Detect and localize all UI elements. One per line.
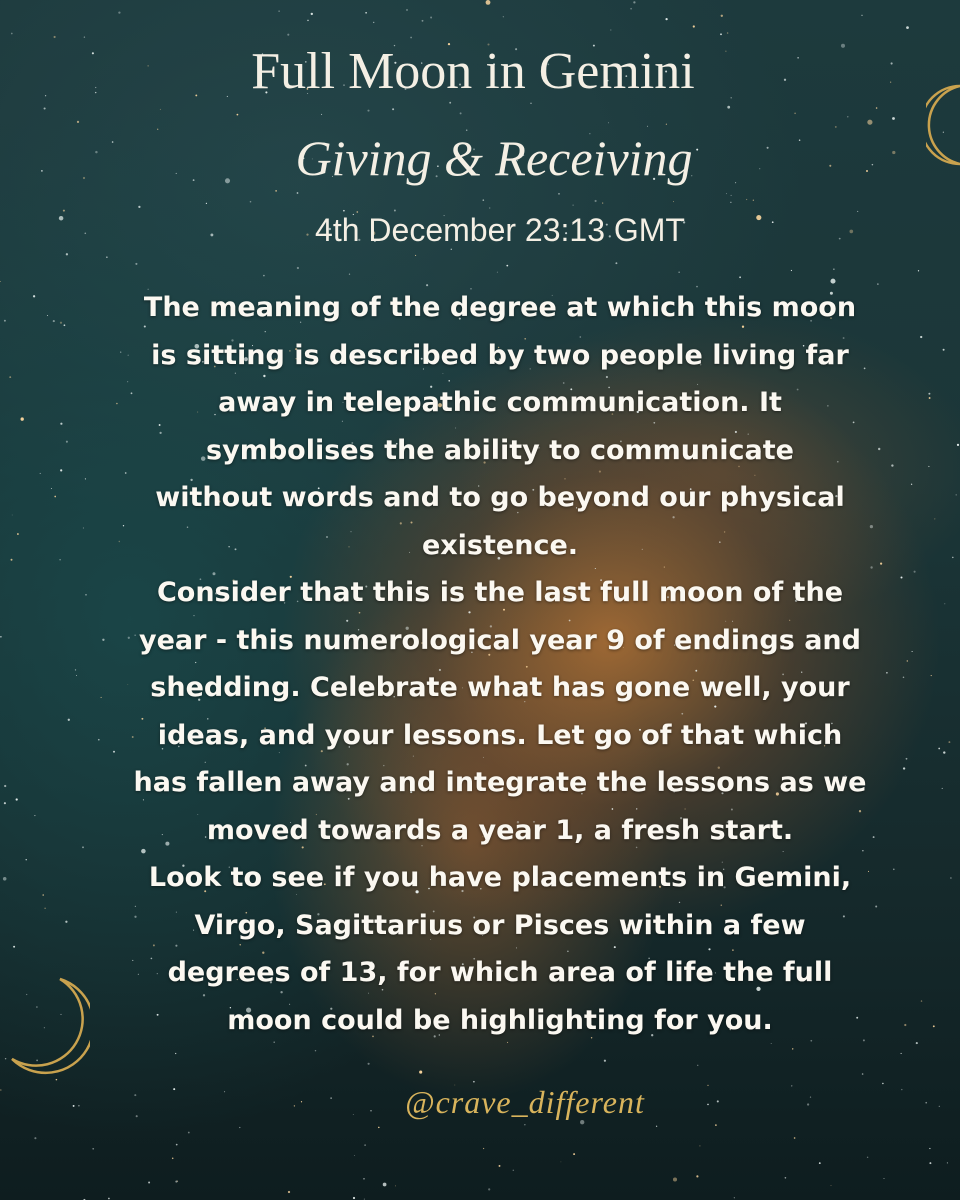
- star: [47, 315, 48, 316]
- star: [82, 846, 84, 848]
- star: [239, 1127, 240, 1128]
- star: [0, 1089, 2, 1091]
- star: [862, 1073, 864, 1075]
- star: [630, 8, 632, 10]
- star: [956, 494, 957, 495]
- star: [76, 675, 77, 676]
- star: [604, 1060, 606, 1062]
- star: [696, 1175, 698, 1177]
- star: [608, 122, 609, 123]
- star: [42, 894, 44, 896]
- star: [483, 1148, 484, 1149]
- star: [419, 1071, 422, 1074]
- body-line: has fallen away and integrate the lessons as we: [133, 767, 867, 798]
- star: [373, 22, 374, 23]
- star: [65, 921, 67, 923]
- star: [11, 559, 13, 561]
- star: [68, 719, 70, 721]
- star: [506, 265, 508, 267]
- star: [60, 469, 62, 471]
- star: [64, 324, 66, 326]
- star: [13, 946, 15, 948]
- crescent-moon-icon-left: [0, 975, 90, 1075]
- star: [920, 336, 922, 338]
- star: [615, 262, 617, 264]
- star: [727, 106, 730, 109]
- star: [884, 1178, 885, 1179]
- star: [595, 200, 597, 202]
- star: [513, 1170, 514, 1171]
- star: [918, 270, 919, 271]
- star: [77, 121, 79, 123]
- star: [679, 272, 680, 273]
- star: [830, 279, 835, 284]
- star: [739, 276, 741, 278]
- star: [9, 376, 11, 378]
- star: [365, 12, 367, 14]
- star: [108, 1198, 110, 1200]
- star: [929, 1148, 930, 1149]
- star: [118, 11, 120, 13]
- star: [503, 16, 504, 17]
- star: [876, 107, 878, 109]
- body-line: away in telepathic communication. It: [218, 387, 782, 418]
- star: [727, 32, 729, 34]
- star: [430, 17, 432, 19]
- star: [33, 295, 35, 297]
- star: [278, 10, 279, 11]
- star: [950, 877, 952, 879]
- star: [92, 1148, 94, 1150]
- star: [715, 1124, 717, 1126]
- star: [297, 192, 299, 194]
- star: [66, 441, 68, 443]
- star: [673, 1177, 677, 1181]
- star: [75, 669, 76, 670]
- star: [524, 1124, 525, 1125]
- star: [901, 1053, 902, 1054]
- star: [486, 0, 491, 5]
- star: [699, 1145, 700, 1146]
- author-handle: @crave_different: [405, 1084, 645, 1120]
- star: [415, 255, 416, 256]
- star: [928, 466, 929, 467]
- star: [929, 397, 931, 399]
- star: [944, 603, 945, 604]
- star: [40, 473, 41, 474]
- star: [833, 269, 834, 270]
- star: [364, 1144, 366, 1146]
- star: [572, 204, 573, 205]
- star: [16, 798, 18, 800]
- star: [106, 257, 107, 258]
- star: [0, 281, 1, 282]
- star: [395, 1185, 396, 1186]
- star: [734, 1197, 735, 1198]
- star: [367, 110, 369, 112]
- star: [906, 26, 909, 29]
- body-line: symbolises the ability to communicate: [206, 434, 794, 466]
- star: [410, 37, 412, 39]
- star: [21, 417, 24, 420]
- body-line: Look to see if you have placements in Gemini,: [148, 862, 852, 893]
- star: [54, 496, 56, 498]
- star: [406, 9, 407, 10]
- star: [656, 1126, 657, 1127]
- star: [921, 1000, 922, 1001]
- star: [84, 36, 85, 37]
- star: [746, 199, 747, 200]
- star: [943, 751, 945, 753]
- star: [847, 116, 848, 117]
- star: [148, 1182, 150, 1184]
- star: [237, 114, 239, 116]
- star: [861, 15, 862, 16]
- star: [665, 18, 667, 20]
- star: [934, 518, 935, 519]
- star: [3, 877, 7, 881]
- star: [4, 802, 6, 804]
- star: [497, 272, 498, 273]
- star: [4, 785, 6, 787]
- star: [53, 320, 55, 322]
- star: [263, 275, 265, 277]
- star: [952, 557, 954, 559]
- star: [957, 444, 959, 446]
- body-line: moved towards a year 1, a fresh start.: [206, 814, 794, 846]
- star: [911, 484, 912, 485]
- star: [51, 488, 52, 489]
- star: [422, 20, 424, 22]
- star: [602, 203, 603, 204]
- star: [933, 1025, 935, 1027]
- star: [573, 1153, 575, 1155]
- star: [931, 675, 932, 676]
- star: [364, 1199, 365, 1200]
- star: [287, 34, 289, 36]
- body-line: degrees of 13, for which area of life the full: [167, 957, 833, 988]
- body-line: without words and to go beyond our physical: [155, 482, 845, 513]
- star: [721, 15, 723, 17]
- body-line: is sitting is described by two people living far: [151, 339, 849, 371]
- star: [315, 1050, 316, 1051]
- star: [353, 1197, 355, 1199]
- star: [60, 322, 62, 324]
- star: [947, 1162, 948, 1163]
- star: [499, 1165, 501, 1167]
- star: [558, 193, 559, 194]
- star: [176, 1144, 178, 1146]
- star: [483, 199, 485, 201]
- star: [938, 748, 940, 750]
- star: [11, 33, 13, 35]
- star: [460, 112, 462, 114]
- star: [188, 1132, 190, 1134]
- star: [943, 349, 945, 351]
- body-line: existence.: [421, 529, 579, 561]
- star: [172, 1158, 174, 1160]
- star: [160, 109, 161, 110]
- body-line: Consider that this is the last full moon of the: [156, 577, 844, 608]
- star: [867, 1157, 868, 1158]
- star: [785, 1177, 787, 1179]
- star: [560, 1161, 561, 1162]
- body-line: moon could be highlighting for you.: [227, 1004, 773, 1036]
- star: [488, 1188, 490, 1190]
- star: [288, 1191, 290, 1193]
- star: [59, 559, 60, 560]
- star: [791, 270, 792, 271]
- star: [135, 263, 137, 265]
- star: [66, 253, 68, 255]
- star: [673, 201, 674, 202]
- body-line: shedding. Celebrate what has gone well, your: [150, 672, 850, 703]
- star: [867, 120, 872, 125]
- star: [929, 1162, 931, 1164]
- star: [892, 117, 895, 120]
- body-line: year - this numerological year 9 of endings and: [139, 624, 861, 656]
- star: [392, 108, 394, 110]
- star: [85, 594, 87, 596]
- star: [383, 1183, 387, 1187]
- star: [633, 1, 635, 3]
- star: [349, 274, 350, 275]
- star: [311, 13, 313, 15]
- star: [914, 571, 916, 573]
- star: [928, 393, 930, 395]
- body-line: ideas, and your lessons. Let go of that which: [157, 719, 843, 751]
- star: [354, 1155, 355, 1156]
- star: [321, 114, 322, 115]
- star: [610, 29, 611, 30]
- star: [831, 1185, 832, 1186]
- star: [307, 20, 309, 22]
- star: [175, 1053, 176, 1054]
- star: [730, 202, 731, 203]
- star: [17, 533, 19, 535]
- star: [275, 190, 277, 192]
- star: [912, 651, 913, 652]
- star: [54, 36, 56, 38]
- star: [250, 201, 252, 203]
- star: [726, 193, 727, 194]
- star: [942, 788, 943, 789]
- body-paragraph: [90, 284, 910, 1044]
- star: [693, 25, 695, 27]
- star: [0, 636, 2, 638]
- star: [85, 478, 86, 479]
- star: [34, 1137, 36, 1139]
- star: [948, 741, 950, 743]
- star: [794, 113, 796, 115]
- star: [44, 107, 46, 109]
- star: [819, 1162, 821, 1164]
- star: [4, 320, 6, 322]
- star: [697, 1065, 698, 1066]
- star: [12, 515, 13, 516]
- star: [916, 1042, 918, 1044]
- star: [34, 815, 35, 816]
- event-date: 4th December 23:13 GMT: [315, 212, 685, 248]
- star: [378, 1127, 380, 1129]
- star: [175, 1181, 177, 1183]
- body-line: Virgo, Sagittarius or Pisces within a few: [194, 909, 806, 941]
- post-title: Full Moon in Gemini: [251, 43, 695, 100]
- star: [753, 200, 754, 201]
- star: [297, 267, 299, 269]
- star: [794, 1137, 796, 1139]
- star: [666, 124, 667, 125]
- star: [26, 859, 27, 860]
- star: [731, 195, 732, 196]
- post-subtitle: Giving & Receiving: [295, 130, 693, 186]
- star: [83, 527, 84, 528]
- star: [368, 1063, 370, 1065]
- star: [44, 908, 45, 909]
- star: [792, 1048, 793, 1049]
- star: [720, 33, 722, 35]
- star: [60, 423, 62, 425]
- star: [363, 1178, 365, 1180]
- star: [206, 203, 207, 204]
- body-line: The meaning of the degree at which this moon: [143, 292, 857, 323]
